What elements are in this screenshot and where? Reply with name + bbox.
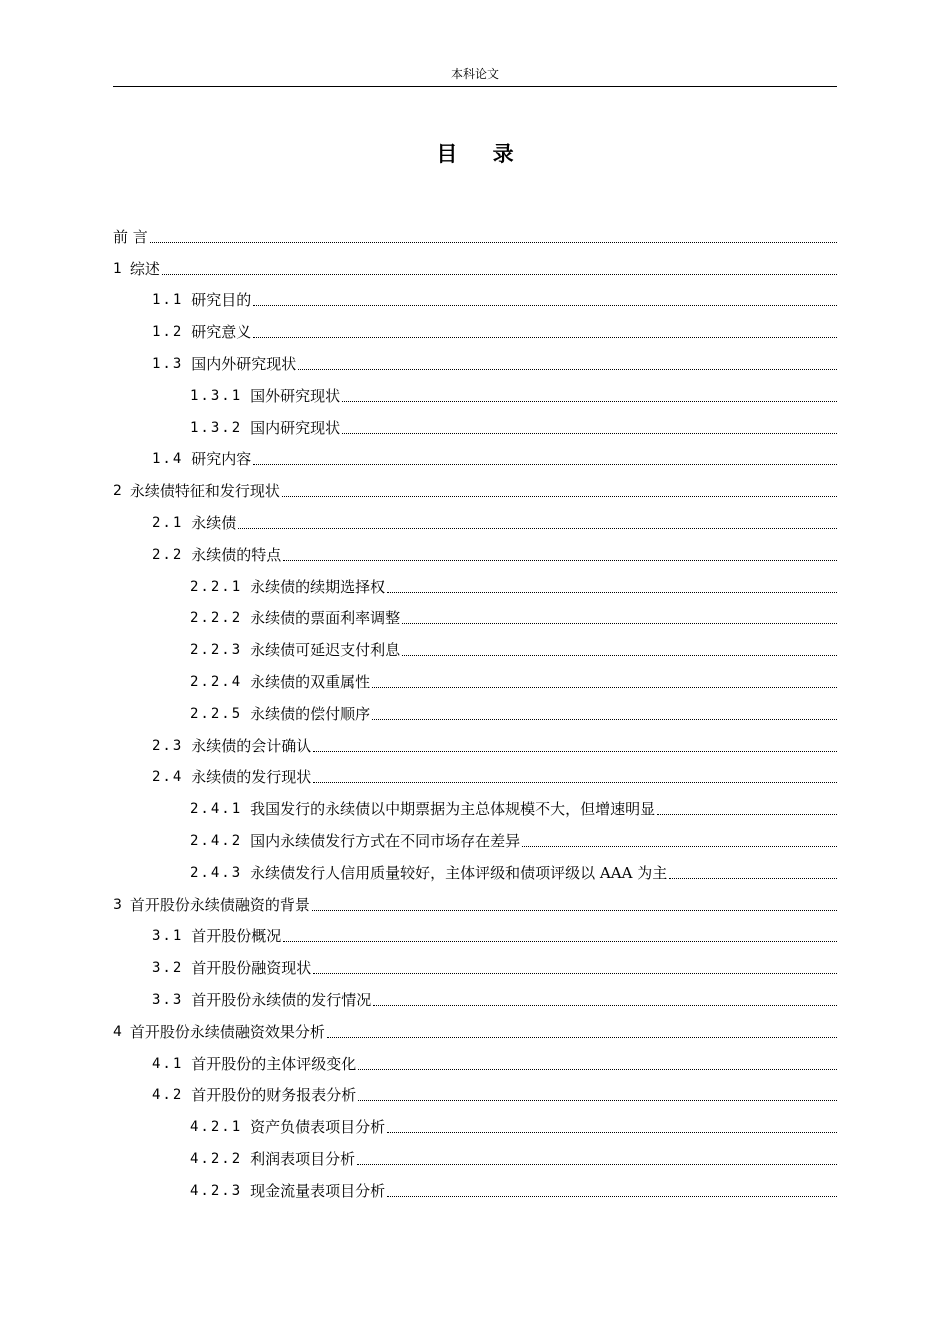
toc-title: 目 录 [436, 142, 528, 166]
toc-entry[interactable] [113, 216, 837, 248]
toc-entry[interactable] [113, 884, 837, 916]
toc-dot-leader [373, 1005, 837, 1006]
toc-entry-title: 永续债 [191, 513, 237, 532]
page-header-text: 本科论文 [450, 67, 499, 81]
toc-dot-leader [313, 973, 837, 974]
toc-dot-leader [342, 433, 837, 434]
toc-entry[interactable] [113, 757, 837, 789]
toc-entry-title: 永续债的双重属性 [250, 672, 371, 691]
toc-entry-title: 研究目的 [191, 291, 252, 310]
toc-entry-title: 现金流量表项目分析 [250, 1181, 386, 1200]
toc-entry[interactable] [113, 1170, 837, 1202]
toc-entry[interactable] [113, 534, 837, 566]
toc-dot-leader [283, 560, 837, 561]
toc-entry-number: 2 [113, 483, 122, 500]
toc-entry-title: 综述 [129, 259, 160, 278]
toc-entry[interactable] [113, 598, 837, 630]
toc-entry[interactable] [113, 280, 837, 312]
toc-entry-title: 首开股份的财务报表分析 [191, 1086, 357, 1105]
toc-entry-title: 首开股份的主体评级变化 [191, 1054, 357, 1073]
toc-entry[interactable] [113, 725, 837, 757]
toc-entry-title: 首开股份永续债融资的背景 [129, 895, 310, 914]
toc-entry-title: 研究内容 [191, 450, 252, 469]
toc-dot-leader [357, 1164, 837, 1165]
toc-entry[interactable] [113, 629, 837, 661]
toc-entry-number: 1 [113, 260, 122, 277]
toc-entry[interactable] [113, 1075, 837, 1107]
toc-entry-number: 2.4.1 [190, 801, 243, 818]
toc-entry-title: 首开股份永续债的发行情况 [191, 990, 372, 1009]
toc-entry-number: 4 [113, 1023, 122, 1040]
toc-entry[interactable] [113, 248, 837, 280]
toc-entry-number: 4.2.2 [190, 1150, 243, 1167]
toc-dot-leader [402, 655, 837, 656]
toc-entry-title: 永续债可延迟支付利息 [250, 641, 401, 660]
toc-entry[interactable] [113, 566, 837, 598]
toc-dot-leader [372, 687, 837, 688]
toc-entry-title: 国内外研究现状 [191, 354, 297, 373]
toc-dot-leader [372, 719, 837, 720]
toc-entry-title: 永续债的票面利率调整 [250, 609, 401, 628]
toc-dot-leader [669, 878, 837, 879]
toc-dot-leader [387, 592, 837, 593]
toc-entry-title: 永续债的续期选择权 [250, 577, 386, 596]
toc-entry-number: 1.3.2 [190, 419, 243, 436]
toc-dot-leader [327, 1037, 837, 1038]
toc-entry[interactable] [113, 916, 837, 948]
toc-dot-leader [402, 623, 837, 624]
table-of-contents [113, 216, 837, 1202]
toc-dot-leader [358, 1100, 837, 1101]
toc-dot-leader [253, 305, 837, 306]
toc-entry-title: 永续债特征和发行现状 [129, 482, 280, 501]
toc-entry-title: 永续债的会计确认 [191, 736, 312, 755]
toc-entry-number: 4.2.3 [190, 1182, 243, 1199]
toc-entry[interactable] [113, 1138, 837, 1170]
toc-entry[interactable] [113, 375, 837, 407]
toc-dot-leader [657, 814, 837, 815]
toc-entry-number: 4.2 [152, 1087, 184, 1104]
toc-entry[interactable] [113, 407, 837, 439]
toc-entry-number: 2.4 [152, 769, 184, 786]
toc-entry-number: 3.2 [152, 960, 184, 977]
toc-entry-title: 国内研究现状 [250, 418, 341, 437]
toc-entry-number: 1.3 [152, 355, 184, 372]
toc-entry-number: 2.2.3 [190, 642, 243, 659]
toc-dot-leader [522, 846, 837, 847]
toc-entry-title: 资产负债表项目分析 [250, 1118, 386, 1137]
toc-entry-title: 永续债的偿付顺序 [250, 704, 371, 723]
toc-entry-number: 2.2.1 [190, 578, 243, 595]
toc-entry-number: 2.4.3 [190, 864, 243, 881]
toc-entry-number: 2.2.2 [190, 610, 243, 627]
toc-entry-number: 2.1 [152, 514, 184, 531]
toc-entry-number: 2.2.4 [190, 673, 243, 690]
toc-dot-leader [313, 751, 837, 752]
toc-entry-title: 首开股份融资现状 [191, 959, 312, 978]
toc-entry-title: 前 言 [113, 227, 148, 246]
toc-entry-number: 3 [113, 896, 122, 913]
toc-entry[interactable] [113, 788, 837, 820]
toc-entry-title: 永续债发行人信用质量较好，主体评级和债项评级以 AAA 为主 [250, 863, 668, 882]
toc-dot-leader [253, 337, 837, 338]
toc-entry[interactable] [113, 470, 837, 502]
toc-entry-title: 我国发行的永续债以中期票据为主总体规模不大，但增速明显 [250, 800, 656, 819]
toc-dot-leader [358, 1069, 837, 1070]
toc-entry-number: 3.1 [152, 928, 184, 945]
toc-entry[interactable] [113, 693, 837, 725]
toc-entry[interactable] [113, 1011, 837, 1043]
toc-entry-number: 3.3 [152, 991, 184, 1008]
toc-entry[interactable] [113, 439, 837, 471]
toc-entry[interactable] [113, 661, 837, 693]
toc-entry-title: 研究意义 [191, 323, 252, 342]
toc-dot-leader [387, 1196, 837, 1197]
toc-entry-title: 国内永续债发行方式在不同市场存在差异 [250, 831, 521, 850]
toc-entry[interactable] [113, 502, 837, 534]
toc-entry-number: 1.3.1 [190, 387, 243, 404]
toc-entry[interactable] [113, 1043, 837, 1075]
toc-entry-number: 2.3 [152, 737, 184, 754]
toc-dot-leader [282, 496, 837, 497]
toc-entry[interactable] [113, 979, 837, 1011]
toc-entry-number: 1.1 [152, 292, 184, 309]
toc-entry-title: 利润表项目分析 [250, 1149, 356, 1168]
toc-entry-number: 1.4 [152, 451, 184, 468]
toc-dot-leader [283, 941, 837, 942]
toc-entry[interactable] [113, 1106, 837, 1138]
toc-dot-leader [162, 274, 837, 275]
toc-entry[interactable] [113, 947, 837, 979]
toc-dot-leader [313, 782, 837, 783]
toc-entry-title: 国外研究现状 [250, 386, 341, 405]
toc-entry-number: 1.2 [152, 324, 184, 341]
toc-entry-title: 首开股份概况 [191, 927, 282, 946]
toc-entry-number: 4.2.1 [190, 1119, 243, 1136]
toc-entry-number: 2.2 [152, 546, 184, 563]
toc-dot-leader [298, 369, 837, 370]
toc-entry[interactable] [113, 311, 837, 343]
toc-entry-title: 永续债的特点 [191, 545, 282, 564]
toc-dot-leader [387, 1132, 837, 1133]
toc-entry[interactable] [113, 852, 837, 884]
page-header [113, 66, 837, 87]
toc-entry-title: 永续债的发行现状 [191, 768, 312, 787]
toc-entry-number: 2.4.2 [190, 832, 243, 849]
toc-entry-title: 首开股份永续债融资效果分析 [129, 1022, 325, 1041]
toc-dot-leader [342, 401, 837, 402]
toc-dot-leader [150, 242, 837, 243]
toc-entry[interactable] [113, 820, 837, 852]
toc-entry-number: 4.1 [152, 1055, 184, 1072]
toc-dot-leader [312, 910, 837, 911]
toc-dot-leader [238, 528, 837, 529]
toc-entry[interactable] [113, 343, 837, 375]
toc-entry-number: 2.2.5 [190, 705, 243, 722]
toc-dot-leader [253, 464, 837, 465]
